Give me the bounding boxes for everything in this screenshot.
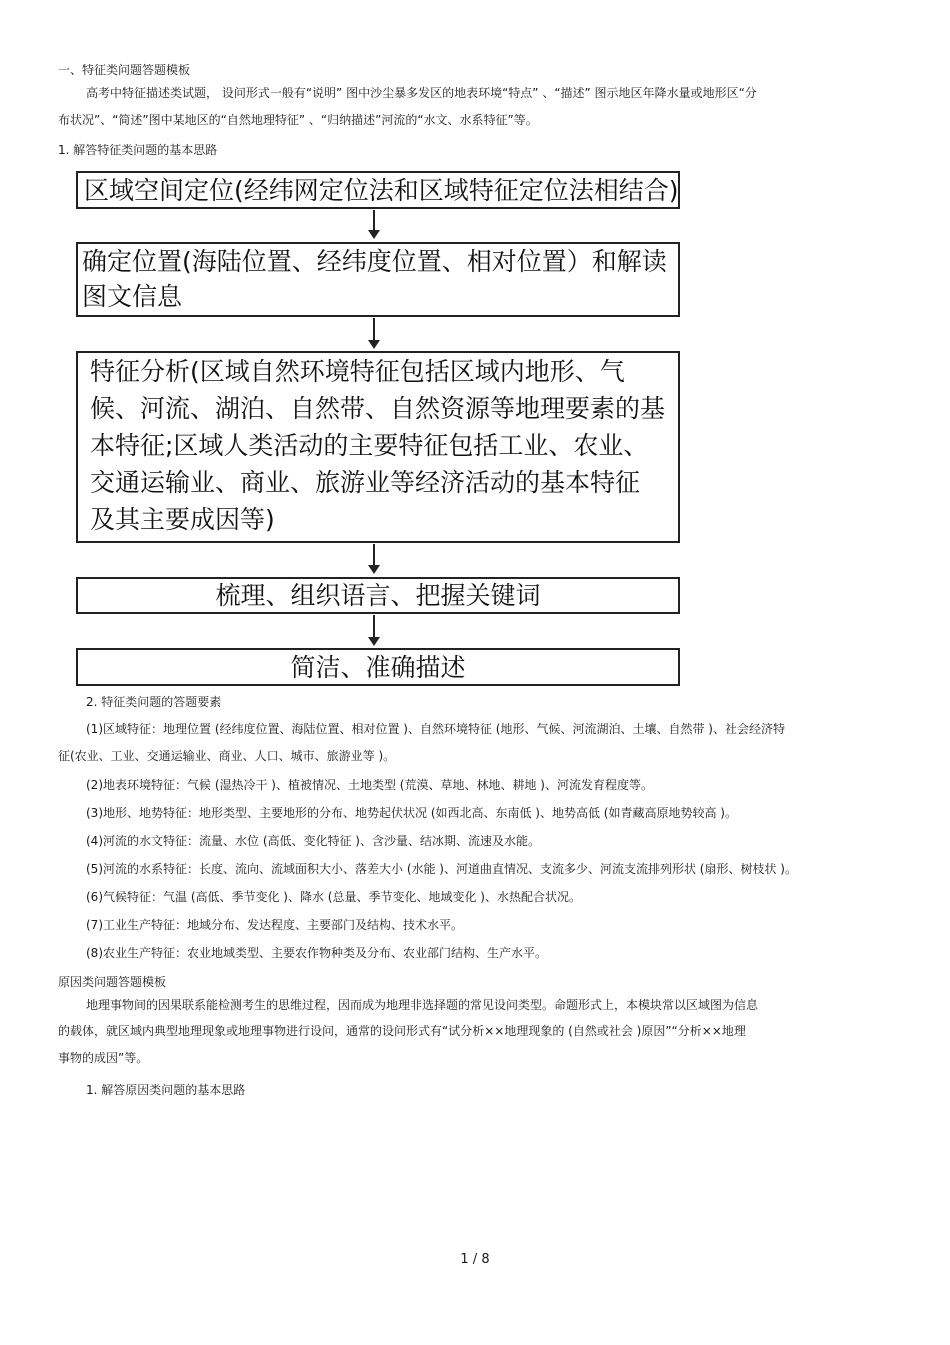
flowchart-box-5: [76, 648, 680, 686]
arrow-down-icon: [367, 615, 381, 646]
section2-intro-line-1: 地理事物间的因果联系能检测考生的思维过程，因而成为地理非选择题的常见设问类型。命题形式上，本模块常以区域图为信息: [86, 998, 759, 1012]
section2-heading: 原因类问题答题模板: [58, 975, 167, 989]
flowchart-box-4: [76, 577, 680, 614]
element-line-7: (7)工业生产特征：地域分布、发达程度、主要部门及结构、技术水平。: [86, 918, 464, 932]
section1-intro-line-1: 高考中特征描述类试题， 设问形式一般有“说明” 图中沙尘暴多发区的地表环境“特点” 、“描述” 图示地区年降水量或地形区“分: [86, 86, 757, 100]
section1-intro-line-2: 布状况”、“简述”图中某地区的“自然地理特征” 、“归纳描述”河流的“水文、水系特征”等。: [58, 113, 538, 127]
element-line-6: (6)气候特征：气温 (高低、季节变化 )、降水 (总量、季节变化、地域变化 )、水热配合状况。: [86, 890, 581, 904]
section2-intro-line-3: 事物的成因”等。: [58, 1051, 149, 1065]
flowchart-box-3-line-4: 交通运输业、商业、旅游业等经济活动的基本特征: [90, 468, 641, 497]
flowchart-box-2: [76, 242, 680, 317]
element-line-8: (8)农业生产特征：农业地域类型、主要农作物种类及分布、农业部门结构、生产水平。: [86, 946, 548, 960]
flowchart-box-1: [76, 171, 680, 209]
flowchart-box-1-line-1: 区域空间定位(经纬网定位法和区域特征定位法相结合): [84, 176, 679, 205]
section2-intro-line-2: 的载体，就区域内典型地理现象或地理事物进行设问，通常的设问形式有“试分析××地理现象的 (自然或社会 )原因”“分析××地理: [58, 1024, 746, 1038]
section2-step1-title: 1. 解答原因类问题的基本思路: [86, 1083, 246, 1097]
arrow-down-icon: [367, 544, 381, 574]
section1-step2-title: 2. 特征类问题的答题要素: [86, 695, 222, 709]
flowchart-box-3: [76, 351, 680, 543]
section1-step1-title: 1. 解答特征类问题的基本思路: [58, 143, 218, 157]
element-line-2: (2)地表环境特征：气候 (湿热冷干 )、植被情况、土地类型 (荒漠、草地、林地、耕地 )、河流发育程度等。: [86, 778, 653, 792]
flowchart-box-2-line-1: 确定位置(海陆位置、经纬度位置、相对位置）和解读: [82, 247, 667, 276]
page-number: 1 / 8: [460, 1252, 490, 1267]
flowchart-box-2-line-2: 图文信息: [82, 282, 183, 311]
element-line-1-cont: 征(农业、工业、交通运输业、商业、人口、城市、旅游业等 )。: [58, 749, 396, 763]
element-line-1: (1)区域特征：地理位置 (经纬度位置、海陆位置、相对位置 )、自然环境特征 (地形、气候、河流湖泊、土壤、自然带 )、社会经济特: [86, 722, 785, 736]
flowchart-box-3-line-1: 特征分析(区域自然环境特征包括区域内地形、气: [90, 357, 625, 386]
arrow-down-icon: [367, 318, 381, 349]
flowchart-box-4-line-1: 梳理、组织语言、把握关键词: [215, 581, 541, 610]
arrow-down-icon: [367, 210, 381, 239]
flowchart-box-3-line-5: 及其主要成因等): [90, 505, 275, 534]
flowchart-box-5-line-1: 简洁、准确描述: [290, 653, 466, 682]
element-line-4: (4)河流的水文特征：流量、水位 (高低、变化特征 )、含沙量、结冰期、流速及水能。: [86, 834, 540, 848]
element-line-3: (3)地形、地势特征：地形类型、主要地形的分布、地势起伏状况 (如西北高、东南低 )、地势高低 (如青藏高原地势较高 )。: [86, 806, 737, 820]
section1-heading: 一、特征类问题答题模板: [58, 63, 191, 77]
element-line-5: (5)河流的水系特征：长度、流向、流域面积大小、落差大小 (水能 )、河道曲直情况、支流多少、河流支流排列形状 (扇形、树枝状 )。: [86, 862, 797, 876]
flowchart-box-3-line-3: 本特征;区域人类活动的主要特征包括工业、农业、: [90, 431, 649, 460]
flowchart-box-3-line-2: 候、河流、湖泊、自然带、自然资源等地理要素的基: [90, 394, 666, 423]
